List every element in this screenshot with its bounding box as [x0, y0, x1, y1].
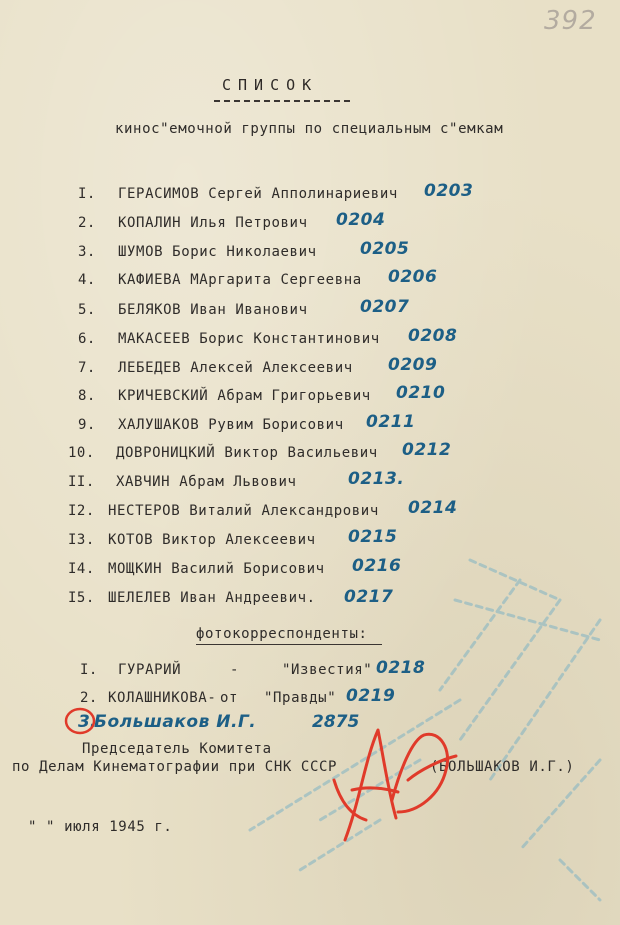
chairman-title-line1: Председатель Комитета	[82, 741, 272, 757]
member-name: КАФИЕВА МАргарита Сергеевна	[118, 272, 362, 288]
photographer-name: ГУРАРИЙ	[118, 662, 182, 678]
item-number: 4.	[78, 272, 96, 288]
member-name: МОЩКИН Василий Борисович	[108, 561, 325, 577]
photographer-outlet: "Правды"	[264, 690, 337, 706]
item-number: I.	[78, 186, 96, 202]
item-number: 5.	[78, 302, 96, 318]
handwritten-code: 0205	[360, 239, 410, 259]
handwritten-code: 0215	[348, 527, 398, 547]
photo-section-underline	[196, 644, 382, 645]
member-name: ГЕРАСИМОВ Сергей Апполинариевич	[118, 186, 398, 202]
item-number: 9.	[78, 417, 96, 433]
member-name: КОПАЛИН Илья Петрович	[118, 215, 308, 231]
member-name: МАКАСЕЕВ Борис Константинович	[118, 331, 380, 347]
handwritten-code: 0210	[396, 383, 446, 403]
separator-word: от	[220, 690, 239, 706]
member-name: ДОВРОНИЦКИЙ Виктор Васильевич	[116, 445, 378, 461]
item-number: 3.	[78, 244, 96, 260]
chairman-title-line2: по Делам Кинематографии при СНК СССР	[12, 759, 338, 775]
member-name: ЛЕБЕДЕВ Алексей Алексеевич	[118, 360, 353, 376]
handwritten-code: 0209	[388, 355, 438, 375]
item-number: I.	[80, 662, 98, 678]
handwritten-code: 2875	[312, 712, 360, 732]
red-signature	[334, 730, 456, 840]
item-number: 7.	[78, 360, 96, 376]
handwritten-code: 0218	[376, 658, 426, 678]
item-number: I2.	[68, 503, 95, 519]
handwritten-code: 0216	[352, 556, 402, 576]
photo-section-heading: фотокорреспонденты:	[196, 626, 368, 642]
handwritten-code: 0213.	[348, 469, 405, 489]
document-title: СПИСОК	[222, 76, 319, 94]
item-number: I3.	[68, 532, 95, 548]
archive-page-number: 392	[544, 6, 597, 36]
member-name: КРИЧЕВСКИЙ Абрам Григорьевич	[118, 388, 371, 404]
chairman-name: (БОЛЬШАКОВ И.Г.)	[430, 759, 575, 775]
title-underline	[214, 100, 350, 102]
item-number: 10.	[68, 445, 95, 461]
faded-stamp-marks	[250, 560, 600, 900]
handwritten-code: 0208	[408, 326, 458, 346]
handwritten-code: 0214	[408, 498, 458, 518]
handwritten-code: 0212	[402, 440, 452, 460]
handwritten-code: 0217	[344, 587, 394, 607]
handwritten-number: 3.	[78, 712, 97, 732]
member-name: ХАВЧИН Абрам Львович	[116, 474, 297, 490]
separator-dash: -	[230, 662, 240, 678]
photographer-outlet: "Известия"	[282, 662, 373, 678]
member-name: КОТОВ Виктор Алексеевич	[108, 532, 316, 548]
item-number: I4.	[68, 561, 95, 577]
date-line: " " июля 1945 г.	[28, 819, 173, 835]
item-number: 8.	[78, 388, 96, 404]
member-name: БЕЛЯКОВ Иван Иванович	[118, 302, 308, 318]
item-number: I5.	[68, 590, 95, 606]
member-name: ХАЛУШАКОВ Рувим Борисович	[118, 417, 344, 433]
handwritten-name: Большаков И.Г.	[94, 712, 257, 732]
handwritten-code: 0206	[388, 267, 438, 287]
handwritten-code: 0219	[346, 686, 396, 706]
item-number: 2.	[78, 215, 96, 231]
item-number: 2.	[80, 690, 98, 706]
handwritten-code: 0203	[424, 181, 474, 201]
handwritten-code: 0207	[360, 297, 410, 317]
item-number: 6.	[78, 331, 96, 347]
handwritten-code: 0211	[366, 412, 416, 432]
member-name: ШУМОВ Борис Николаевич	[118, 244, 317, 260]
member-name: ШЕЛЕЛЕВ Иван Андреевич.	[108, 590, 316, 606]
document-subtitle: киноc"емочной группы по специальным c"емкам	[115, 121, 504, 137]
photographer-name: КОЛАШНИКОВА-	[108, 690, 217, 706]
member-name: НЕСТЕРОВ Виталий Александрович	[108, 503, 379, 519]
item-number: II.	[68, 474, 95, 490]
handwritten-code: 0204	[336, 210, 386, 230]
